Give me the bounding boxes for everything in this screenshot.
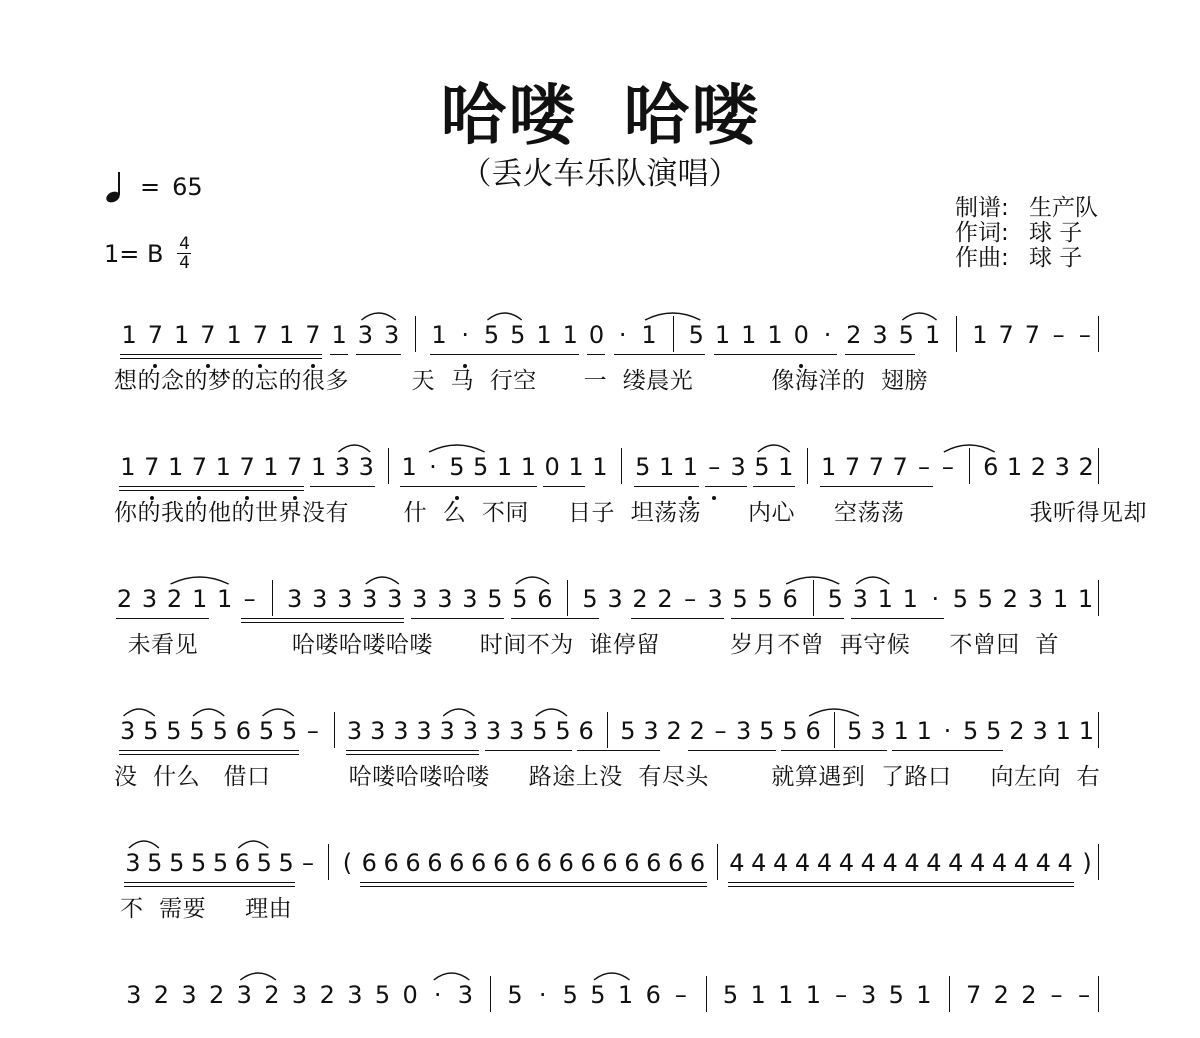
note: 3 bbox=[141, 585, 158, 613]
augmentation-dot: · bbox=[429, 453, 437, 481]
lyric-line: 未看见 哈喽哈喽哈喽 时间不为 谁停留 岁月不曾 再守候 不曾回 首 bbox=[112, 632, 1059, 658]
lyric-line: 想的念的梦的忘的很多 天 马 行空 一 缕晨光 像海洋的 翅膀 bbox=[114, 368, 928, 394]
note: 1 bbox=[568, 453, 584, 481]
note: 3 bbox=[287, 585, 303, 613]
note: 2 bbox=[993, 981, 1009, 1009]
credit-composer bbox=[955, 246, 1098, 271]
note: 3 bbox=[643, 717, 659, 745]
note: 6 bbox=[449, 849, 465, 877]
note: 3 bbox=[852, 585, 868, 613]
note: 5 bbox=[582, 585, 598, 613]
note: 1 bbox=[972, 321, 988, 349]
note: 3 bbox=[439, 717, 455, 745]
note: 3 bbox=[1027, 585, 1044, 613]
note: 5 bbox=[754, 453, 770, 481]
dash-hold: – bbox=[1052, 321, 1065, 349]
note: 6 bbox=[514, 849, 531, 877]
credit-label: 作词: bbox=[955, 220, 1009, 246]
note: 3 bbox=[607, 585, 623, 613]
augmentation-dot: · bbox=[538, 981, 547, 1009]
note: 6 bbox=[602, 849, 618, 877]
note: 1 bbox=[778, 981, 794, 1009]
note: 1 bbox=[167, 453, 184, 481]
note: 2 bbox=[846, 321, 862, 349]
note: 3 bbox=[236, 981, 252, 1009]
note: 3 bbox=[485, 717, 502, 745]
note: 1 bbox=[805, 981, 822, 1009]
note: 7 bbox=[868, 453, 884, 481]
note: 2 bbox=[1021, 981, 1037, 1009]
dash-hold: – bbox=[684, 585, 697, 613]
note: 5 bbox=[532, 717, 548, 745]
key-label: 1= B bbox=[104, 239, 164, 268]
note: 3 bbox=[861, 981, 877, 1009]
note: 1 bbox=[216, 585, 233, 613]
page-title: 哈喽 哈喽 bbox=[440, 77, 760, 154]
note: 1 bbox=[496, 453, 513, 481]
note: 1 bbox=[120, 453, 136, 481]
note: 3 bbox=[362, 585, 378, 613]
note: 5 bbox=[952, 585, 968, 613]
note: 5 bbox=[590, 981, 606, 1009]
slur-arc bbox=[758, 445, 790, 452]
note: 1 bbox=[916, 717, 932, 745]
note: 2 bbox=[657, 585, 673, 613]
dash-hold: – bbox=[918, 453, 930, 481]
note: 3 bbox=[462, 585, 478, 613]
note: 3 bbox=[357, 321, 374, 349]
note: 5 bbox=[847, 717, 863, 745]
note: 2 bbox=[1030, 453, 1047, 481]
note: 4 bbox=[1057, 849, 1073, 877]
note: 3 bbox=[437, 585, 453, 613]
note: 5 bbox=[986, 717, 1002, 745]
slur-arc bbox=[536, 709, 567, 716]
note: 0 bbox=[544, 453, 560, 481]
augmentation-dot: · bbox=[823, 321, 832, 349]
note: 3 bbox=[1054, 453, 1070, 481]
credit-label: 制谱: bbox=[955, 195, 1009, 221]
note: 5 bbox=[688, 321, 704, 349]
slur-arc bbox=[361, 313, 395, 320]
note: 2 bbox=[1002, 585, 1019, 613]
note: 4 bbox=[904, 849, 920, 877]
note: 1 bbox=[401, 453, 417, 481]
note: 4 bbox=[729, 849, 745, 877]
note: 6 bbox=[536, 849, 552, 877]
credit-value: 球 子 bbox=[1029, 220, 1083, 246]
note: 1 bbox=[226, 321, 242, 349]
augmentation-dot: · bbox=[618, 321, 627, 349]
note: 4 bbox=[970, 849, 986, 877]
note: 3 bbox=[870, 717, 886, 745]
slur-arc bbox=[124, 709, 155, 716]
note: 1 bbox=[877, 585, 893, 613]
note: 1 bbox=[682, 453, 699, 481]
note: 0 bbox=[588, 321, 605, 349]
note: 1 bbox=[893, 717, 909, 745]
note: 7 bbox=[892, 453, 908, 481]
time-denominator: 4 bbox=[179, 253, 190, 273]
note: 5 bbox=[507, 981, 523, 1009]
note: 1 bbox=[1078, 717, 1095, 745]
note: 6 bbox=[471, 849, 487, 877]
note: 1 bbox=[767, 321, 783, 349]
note: 3 bbox=[412, 585, 428, 613]
dash-hold: – bbox=[1078, 321, 1091, 349]
note: 1 bbox=[750, 981, 766, 1009]
note: 5 bbox=[512, 585, 528, 613]
note: 3 bbox=[346, 717, 363, 745]
note: 5 bbox=[977, 585, 994, 613]
note: 5 bbox=[732, 585, 748, 613]
note: 3 bbox=[457, 981, 473, 1009]
note: 5 bbox=[169, 849, 185, 877]
note: 6 bbox=[405, 849, 421, 877]
slur-arc bbox=[594, 973, 630, 980]
note: 3 bbox=[347, 981, 363, 1009]
slur-arc bbox=[238, 841, 268, 848]
key-signature bbox=[104, 236, 191, 271]
note: 5 bbox=[782, 717, 798, 745]
note: 1 bbox=[1055, 717, 1071, 745]
note: 6 bbox=[235, 717, 252, 745]
tempo-marking bbox=[104, 170, 203, 204]
note: 4 bbox=[838, 849, 854, 877]
note: 6 bbox=[537, 585, 553, 613]
credit-arranger bbox=[955, 196, 1098, 221]
note: 6 bbox=[234, 849, 250, 877]
note: 1 bbox=[641, 321, 657, 349]
note: 1 bbox=[562, 321, 578, 349]
augmentation-dot: · bbox=[931, 585, 940, 613]
slur-arc bbox=[129, 841, 159, 848]
note: 5 bbox=[278, 849, 294, 877]
note: 5 bbox=[555, 717, 571, 745]
note: 3 bbox=[181, 981, 197, 1009]
dash-hold: – bbox=[306, 717, 319, 745]
dash-hold: – bbox=[1078, 981, 1091, 1009]
note: 5 bbox=[258, 717, 275, 745]
note: 5 bbox=[166, 717, 182, 745]
note: 6 bbox=[361, 849, 377, 877]
note: 1 bbox=[617, 981, 634, 1009]
credits bbox=[955, 196, 1098, 271]
note: 1 bbox=[431, 321, 447, 349]
note: ( bbox=[342, 849, 353, 877]
note: 1 bbox=[916, 981, 932, 1009]
slur-arc bbox=[193, 709, 224, 716]
note: 5 bbox=[759, 717, 775, 745]
note: 5 bbox=[487, 585, 503, 613]
note: 2 bbox=[116, 585, 133, 613]
note: 1 bbox=[536, 321, 552, 349]
slur-arc bbox=[516, 577, 549, 584]
note: 6 bbox=[805, 717, 821, 745]
note: 7 bbox=[966, 981, 982, 1009]
note: 5 bbox=[620, 717, 636, 745]
slur-arc bbox=[902, 313, 936, 320]
note: 5 bbox=[898, 321, 914, 349]
note: 7 bbox=[147, 321, 164, 349]
credit-value: 生产队 bbox=[1029, 195, 1098, 221]
augmentation-dot: · bbox=[461, 321, 470, 349]
note: 5 bbox=[282, 717, 298, 745]
note: 6 bbox=[645, 981, 661, 1009]
note: 4 bbox=[816, 849, 833, 877]
note: 3 bbox=[291, 981, 308, 1009]
note: 2 bbox=[153, 981, 170, 1009]
slur-arc bbox=[240, 973, 276, 980]
note: 1 bbox=[279, 321, 295, 349]
slur-arc bbox=[487, 313, 521, 320]
slur-arc bbox=[366, 577, 399, 584]
note: 3 bbox=[370, 717, 386, 745]
note: 7 bbox=[998, 321, 1014, 349]
note: 3 bbox=[730, 453, 746, 481]
dash-hold: – bbox=[708, 453, 721, 481]
lyric-line: 没 什么 借口 哈喽哈喽哈喽 路途上没 有尽头 就算遇到 了路口 向左向 右 bbox=[114, 764, 1101, 790]
note: 1 bbox=[658, 453, 675, 481]
note: 3 bbox=[509, 717, 525, 745]
note: 6 bbox=[578, 717, 594, 745]
note: 4 bbox=[948, 849, 964, 877]
note: 7 bbox=[191, 453, 208, 481]
note: 1 bbox=[1052, 585, 1069, 613]
note: 4 bbox=[1013, 849, 1030, 877]
note: 3 bbox=[126, 981, 142, 1009]
credit-label: 作曲: bbox=[955, 245, 1009, 271]
note: 2 bbox=[209, 981, 225, 1009]
note: 2 bbox=[666, 717, 682, 745]
note: 3 bbox=[416, 717, 432, 745]
time-signature bbox=[177, 236, 191, 271]
note: 0 bbox=[402, 981, 418, 1009]
note: 5 bbox=[888, 981, 904, 1009]
note: 5 bbox=[722, 981, 739, 1009]
note: 5 bbox=[212, 717, 228, 745]
note: 3 bbox=[1032, 717, 1048, 745]
note: 4 bbox=[860, 849, 876, 877]
note: 1 bbox=[215, 453, 231, 481]
note: 1 bbox=[741, 321, 757, 349]
slur-arc bbox=[171, 577, 229, 584]
quarter-note-icon bbox=[104, 170, 130, 204]
note: 1 bbox=[121, 321, 137, 349]
note: 1 bbox=[821, 453, 837, 481]
note: 7 bbox=[844, 453, 861, 481]
augmentation-dot: · bbox=[943, 717, 952, 745]
augmentation-dot: · bbox=[433, 981, 442, 1009]
note: 2 bbox=[319, 981, 335, 1009]
dash-hold: – bbox=[714, 717, 727, 745]
note: 3 bbox=[384, 321, 400, 349]
note: 3 bbox=[736, 717, 752, 745]
note: 5 bbox=[374, 981, 391, 1009]
note: 2 bbox=[264, 981, 280, 1009]
slur-arc bbox=[429, 445, 485, 452]
note: 1 bbox=[191, 585, 208, 613]
note: ) bbox=[1082, 849, 1092, 877]
note: 4 bbox=[882, 849, 898, 877]
note: 3 bbox=[337, 585, 353, 613]
note: 5 bbox=[212, 849, 229, 877]
note: 4 bbox=[991, 849, 1008, 877]
slur-arc bbox=[856, 577, 889, 584]
note: 1 bbox=[902, 585, 918, 613]
note: 6 bbox=[668, 849, 684, 877]
note: 1 bbox=[714, 321, 731, 349]
dash-hold: – bbox=[302, 849, 314, 877]
tempo-equals: = bbox=[140, 173, 161, 201]
note: 5 bbox=[757, 585, 773, 613]
note: 1 bbox=[263, 453, 279, 481]
time-numerator: 4 bbox=[179, 234, 190, 254]
note: 7 bbox=[305, 321, 321, 349]
note: 6 bbox=[782, 585, 798, 613]
note: 5 bbox=[827, 585, 843, 613]
note: 4 bbox=[1035, 849, 1051, 877]
credit-lyricist bbox=[955, 221, 1098, 246]
note: 5 bbox=[147, 849, 163, 877]
note: 6 bbox=[383, 849, 399, 877]
note: 0 bbox=[793, 321, 809, 349]
slur-arc bbox=[263, 709, 294, 716]
note: 1 bbox=[1006, 453, 1023, 481]
note: 1 bbox=[520, 453, 536, 481]
note: 3 bbox=[393, 717, 409, 745]
note: 7 bbox=[1024, 321, 1040, 349]
note: 1 bbox=[1077, 585, 1094, 613]
note: 1 bbox=[331, 321, 347, 349]
note: 6 bbox=[624, 849, 640, 877]
note: 4 bbox=[794, 849, 811, 877]
dash-hold: – bbox=[674, 981, 687, 1009]
slur-arc bbox=[338, 445, 370, 452]
note: 2 bbox=[1078, 453, 1094, 481]
dash-hold: – bbox=[941, 453, 954, 481]
note: 7 bbox=[200, 321, 216, 349]
note: 6 bbox=[983, 453, 999, 481]
slur-arc bbox=[434, 973, 470, 980]
note: 6 bbox=[689, 849, 706, 877]
note: 2 bbox=[632, 585, 648, 613]
note: 5 bbox=[510, 321, 526, 349]
note: 7 bbox=[144, 453, 160, 481]
note: 3 bbox=[312, 585, 328, 613]
lyric-line: 不 需要 理由 bbox=[120, 896, 293, 922]
lyric-line: 你的我的他的世界没有 什 么 不同 日子 坦荡荡 内心 空荡荡 我听得见却 bbox=[114, 500, 1147, 526]
note: 1 bbox=[592, 453, 608, 481]
note: 2 bbox=[689, 717, 705, 745]
note: 5 bbox=[189, 717, 205, 745]
note: 2 bbox=[166, 585, 183, 613]
note: 7 bbox=[287, 453, 303, 481]
note: 5 bbox=[562, 981, 578, 1009]
note: 2 bbox=[1009, 717, 1025, 745]
note: 1 bbox=[924, 321, 941, 349]
slur-layer bbox=[0, 978, 1200, 1038]
note: 3 bbox=[119, 717, 136, 745]
tempo-bpm: 65 bbox=[172, 173, 203, 201]
note: 6 bbox=[427, 849, 443, 877]
note: 3 bbox=[358, 453, 374, 481]
note: 6 bbox=[646, 849, 662, 877]
note: 5 bbox=[962, 717, 979, 745]
note: 3 bbox=[125, 849, 141, 877]
note: 1 bbox=[174, 321, 190, 349]
note: 7 bbox=[252, 321, 269, 349]
dash-hold: – bbox=[835, 981, 848, 1009]
note: 5 bbox=[635, 453, 651, 481]
note: 4 bbox=[751, 849, 767, 877]
note: 5 bbox=[256, 849, 272, 877]
note: 7 bbox=[239, 453, 255, 481]
note: 5 bbox=[473, 453, 489, 481]
note: 5 bbox=[190, 849, 207, 877]
note: 5 bbox=[449, 453, 465, 481]
note: 3 bbox=[334, 453, 351, 481]
note: 1 bbox=[310, 453, 327, 481]
note: 5 bbox=[143, 717, 159, 745]
credit-value: 球 子 bbox=[1029, 245, 1083, 271]
note: 1 bbox=[778, 453, 794, 481]
note: 3 bbox=[707, 585, 723, 613]
note: 6 bbox=[580, 849, 596, 877]
note: 3 bbox=[462, 717, 478, 745]
note: 6 bbox=[558, 849, 574, 877]
note: 4 bbox=[773, 849, 789, 877]
slur-arc bbox=[443, 709, 474, 716]
dash-hold: – bbox=[1050, 981, 1063, 1009]
dash-hold: – bbox=[243, 585, 256, 613]
note: 3 bbox=[872, 321, 888, 349]
note: 4 bbox=[926, 849, 942, 877]
note: 6 bbox=[492, 849, 509, 877]
note: 5 bbox=[483, 321, 500, 349]
page-subtitle: （丢火车乐队演唱） bbox=[460, 156, 740, 192]
note: 3 bbox=[387, 585, 403, 613]
